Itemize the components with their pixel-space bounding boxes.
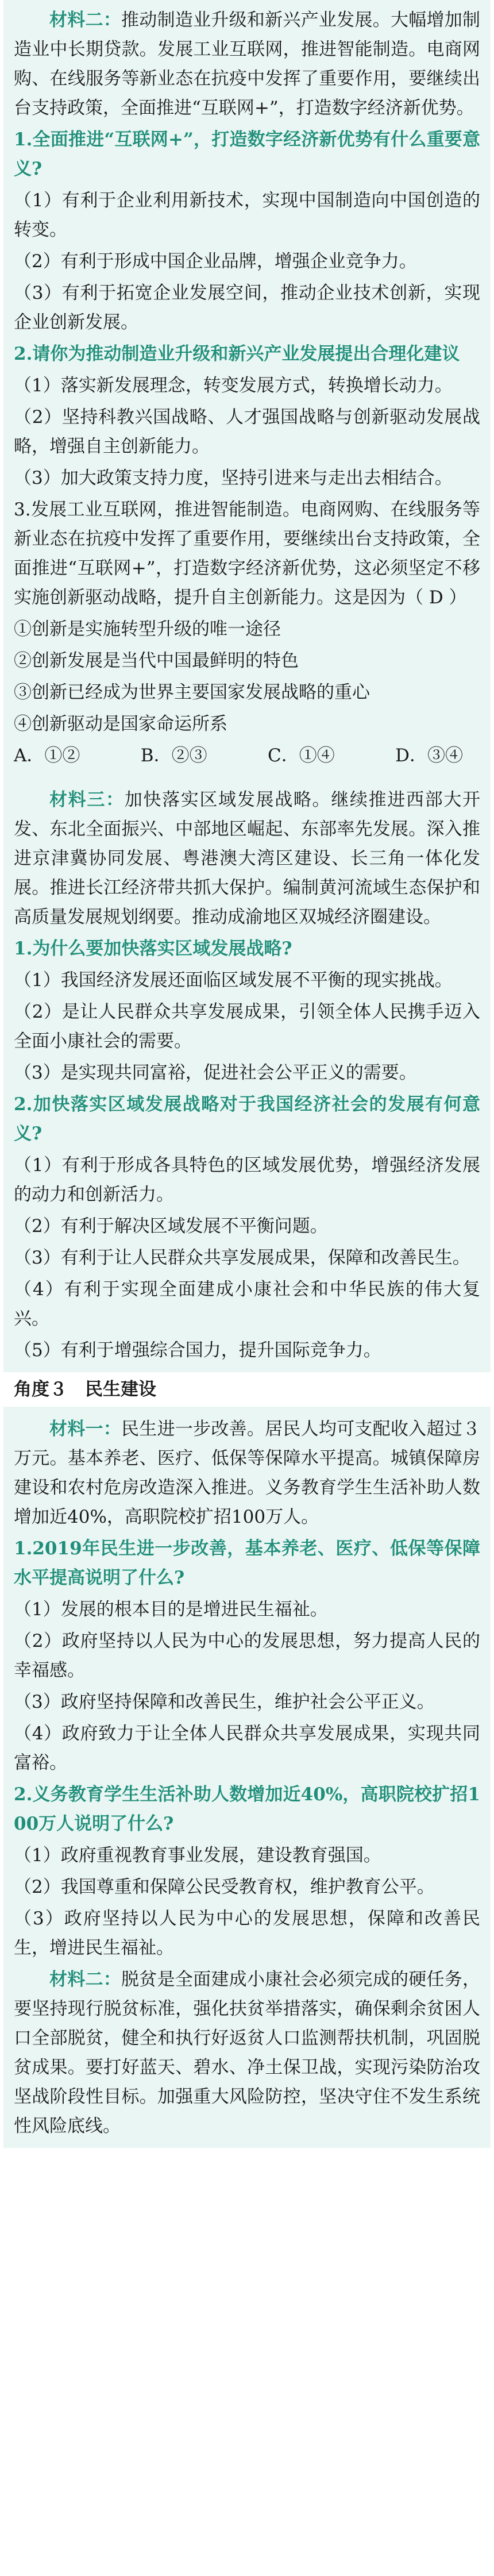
answer-item: （3）有利于拓宽企业发展空间，推动企业技术创新，实现企业创新发展。 <box>14 283 480 333</box>
answer-item: （3）是实现共同富裕，促进社会公平正义的需要。 <box>14 1062 417 1083</box>
answer-item: （2）我国尊重和保障公民受教育权，维护教育公平。 <box>14 1877 435 1897</box>
answer-item: （1）有利于形成各具特色的区域发展优势，增强经济发展的动力和创新活力。 <box>14 1155 480 1205</box>
answer-item: （3）政府坚持保障和改善民生，维护社会公平正义。 <box>14 1692 435 1712</box>
answer-item: （2）坚持科教兴国战略、人才强国战略与创新驱动发展战略，增强自主创新能力。 <box>14 407 480 457</box>
answer-item: （3）加大政策支持力度，坚持引进来与走出去相结合。 <box>14 468 453 488</box>
material-text: 加快落实区域发展战略。继续推进西部大开发、东北全面振兴、中部地区崛起、东部率先发展。深入推进京津冀协同发展、粤港澳大湾区建设、长三角一体化发展。推进长江经济带共抓大保护。编制黄河流域生态保护和高质量发展规划纲要。推动成渝地区双城经济圈建设。 <box>14 790 481 927</box>
question-title: 2.请你为推动制造业升级和新兴产业发展提出合理化建议 <box>14 344 460 364</box>
material-label: 材料一： <box>49 1419 122 1439</box>
choice-a: A．①② <box>14 745 80 766</box>
option-item: ②创新发展是当代中国最鲜明的特色 <box>14 650 299 671</box>
answer-item: （2）是让人民群众共享发展成果，引领全体人民携手迈入全面小康社会的需要。 <box>14 1002 480 1052</box>
material-paragraph <box>14 1415 480 1532</box>
choice-b: B．②③ <box>140 745 207 766</box>
answer-item: （1）发展的根本目的是增进民生福祉。 <box>14 1599 328 1620</box>
question-text: 3.发展工业互联网，推进智能制造。电商网购、在线服务等新业态在抗疫中发挥了重要作用，要继续出台支持政策，全面推进“互联网+”，打造数字经济新优势，这必须坚定不移实施创新驱动战略，提升自主创新能力。这是因为（ D ） <box>14 499 480 608</box>
answer-item: （1）我国经济发展还面临区域发展不平衡的现实挑战。 <box>14 970 453 991</box>
choice-c: C．①④ <box>267 745 335 766</box>
answer-choices <box>14 741 480 771</box>
answer-item: （3）政府坚持以人民为中心的发展思想，保障和改善民生，增进民生福祉。 <box>14 1908 480 1958</box>
material-panel-3 <box>3 1407 491 2148</box>
question-title: 1.2019年民生进一步改善，基本养老、医疗、低保等保障水平提高说明了什么? <box>14 1538 480 1588</box>
question-title: 2.义务教育学生生活补助人数增加近40%，高职院校扩招100万人说明了什么? <box>14 1784 480 1834</box>
material-text: 推动制造业升级和新兴产业发展。大幅增加制造业中长期贷款。发展工业互联网，推进智能制造。电商网购、在线服务等新业态在抗疫中发挥了重要作用，要继续出台支持政策，全面推进“互联网+”，打造数字经济新优势。 <box>14 10 481 118</box>
answer-item: （3）有利于让人民群众共享发展成果，保障和改善民生。 <box>14 1247 470 1268</box>
answer-item: （1）政府重视教育事业发展，建设教育强国。 <box>14 1845 381 1866</box>
answer-item: （5）有利于增强综合国力，提升国际竞争力。 <box>14 1340 381 1361</box>
material-label: 材料二： <box>49 10 122 30</box>
answer-item: （1）有利于企业利用新技术，实现中国制造向中国创造的转变。 <box>14 190 480 240</box>
option-item: ①创新是实施转型升级的唯一途径 <box>14 619 281 640</box>
question-title: 1.为什么要加快落实区域发展战略? <box>14 938 292 959</box>
material-text: 民生进一步改善。居民人均可支配收入超过３万元。基本养老、医疗、低保等保障水平提高。城镇保障房建设和农村危房改造深入推进。义务教育学生生活补助人数增加近40%，高职院校扩招100万人。 <box>14 1419 481 1527</box>
material-paragraph <box>14 785 480 932</box>
material-paragraph <box>14 1965 480 2141</box>
question-title: 2.加快落实区域发展战略对于我国经济社会的发展有何意义? <box>14 1094 480 1144</box>
answer-item: （4）政府致力于让全体人民群众共享发展成果，实现共同富裕。 <box>14 1723 480 1773</box>
material-label: 材料三： <box>49 790 125 810</box>
answer-item: （1）落实新发展理念，转变发展方式，转换增长动力。 <box>14 375 453 396</box>
answer-item: （2）有利于解决区域发展不平衡问题。 <box>14 1216 328 1237</box>
question-title: 1.全面推进“互联网+”，打造数字经济新优势有什么重要意义? <box>14 129 480 179</box>
material-label: 材料二： <box>49 1969 122 1990</box>
section-heading: 角度３ 民生建设 <box>14 1379 156 1400</box>
answer-item: （2）政府坚持以人民为中心的发展思想，努力提高人民的幸福感。 <box>14 1631 480 1681</box>
material-panel-1 <box>3 0 491 777</box>
material-text: 脱贫是全面建成小康社会必须完成的硬任务，要坚持现行脱贫标准，强化扶贫举措落实，确保剩余贫困人口全部脱贫，健全和执行好返贫人口监测帮扶机制，巩固脱贫成果。要打好蓝天、碧水、净土保卫战，实现污染防治攻坚战阶段性目标。加强重大风险防控，坚决守住不发生系统性风险底线。 <box>14 1969 481 2136</box>
material-paragraph <box>14 6 480 123</box>
answer-item: （2）有利于形成中国企业品牌，增强企业竞争力。 <box>14 251 417 272</box>
option-item: ④创新驱动是国家命运所系 <box>14 714 227 734</box>
choice-d: D．③④ <box>395 745 463 766</box>
material-panel-2 <box>3 777 491 1372</box>
option-item: ③创新已经成为世界主要国家发展战略的重心 <box>14 682 370 703</box>
answer-item: （4）有利于实现全面建成小康社会和中华民族的伟大复兴。 <box>14 1279 480 1329</box>
